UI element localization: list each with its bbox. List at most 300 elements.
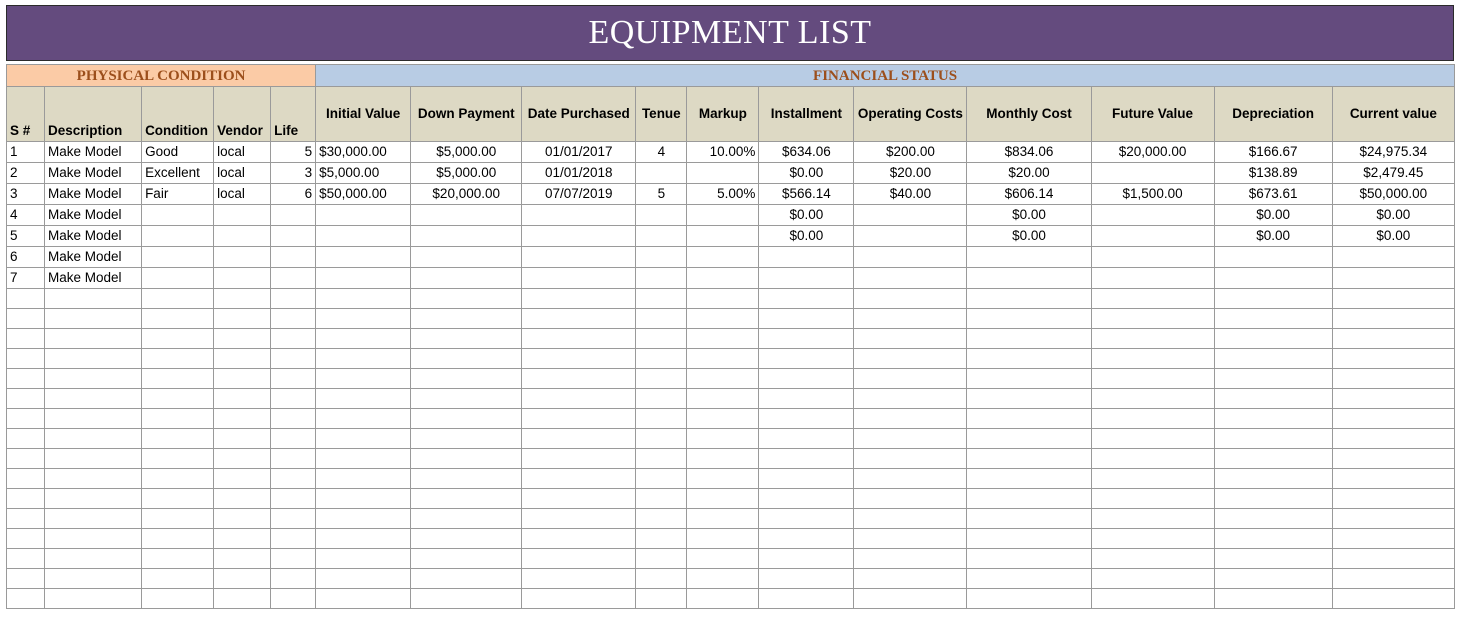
cell-monthly-cost[interactable]: [967, 489, 1091, 509]
cell-current-value[interactable]: [1332, 247, 1454, 268]
cell-future-value[interactable]: [1091, 469, 1214, 489]
cell-condition[interactable]: Good: [142, 142, 214, 163]
cell-installment[interactable]: [759, 429, 854, 449]
cell-date-purchased[interactable]: 01/01/2017: [522, 142, 636, 163]
cell-description[interactable]: Make Model: [45, 247, 142, 268]
cell-installment[interactable]: [759, 589, 854, 609]
cell-monthly-cost[interactable]: [967, 449, 1091, 469]
cell-description[interactable]: Make Model: [45, 226, 142, 247]
cell-current-value[interactable]: $24,975.34: [1332, 142, 1454, 163]
cell-tenue[interactable]: [636, 589, 687, 609]
cell-initial-value[interactable]: [316, 309, 411, 329]
cell-initial-value[interactable]: [316, 509, 411, 529]
cell-condition[interactable]: [142, 349, 214, 369]
cell-initial-value[interactable]: $5,000.00: [316, 163, 411, 184]
cell-date-purchased[interactable]: [522, 409, 636, 429]
cell-life[interactable]: [271, 569, 316, 589]
cell-installment[interactable]: [759, 489, 854, 509]
cell-operating-costs[interactable]: [854, 409, 967, 429]
cell-life[interactable]: [271, 409, 316, 429]
cell-tenue[interactable]: 4: [636, 142, 687, 163]
cell-tenue[interactable]: [636, 509, 687, 529]
cell-monthly-cost[interactable]: [967, 268, 1091, 289]
cell-depreciation[interactable]: [1214, 289, 1332, 309]
cell-current-value[interactable]: [1332, 549, 1454, 569]
cell-current-value[interactable]: $50,000.00: [1332, 184, 1454, 205]
cell-down-payment[interactable]: [411, 449, 522, 469]
cell-future-value[interactable]: [1091, 289, 1214, 309]
cell-condition[interactable]: [142, 226, 214, 247]
cell-installment[interactable]: [759, 289, 854, 309]
cell-initial-value[interactable]: [316, 469, 411, 489]
cell-vendor[interactable]: [214, 309, 271, 329]
cell-sn[interactable]: [7, 389, 45, 409]
cell-vendor[interactable]: [214, 409, 271, 429]
cell-monthly-cost[interactable]: [967, 349, 1091, 369]
cell-down-payment[interactable]: [411, 369, 522, 389]
cell-description[interactable]: [45, 369, 142, 389]
cell-vendor[interactable]: local: [214, 163, 271, 184]
cell-date-purchased[interactable]: [522, 589, 636, 609]
cell-condition[interactable]: [142, 589, 214, 609]
cell-installment[interactable]: [759, 247, 854, 268]
cell-condition[interactable]: Excellent: [142, 163, 214, 184]
cell-depreciation[interactable]: [1214, 549, 1332, 569]
cell-vendor[interactable]: [214, 247, 271, 268]
cell-date-purchased[interactable]: [522, 329, 636, 349]
cell-life[interactable]: [271, 389, 316, 409]
cell-down-payment[interactable]: [411, 429, 522, 449]
cell-operating-costs[interactable]: [854, 469, 967, 489]
cell-markup[interactable]: [687, 163, 759, 184]
cell-current-value[interactable]: [1332, 589, 1454, 609]
cell-current-value[interactable]: [1332, 469, 1454, 489]
cell-description[interactable]: [45, 569, 142, 589]
cell-markup[interactable]: [687, 247, 759, 268]
cell-initial-value[interactable]: [316, 226, 411, 247]
cell-date-purchased[interactable]: [522, 289, 636, 309]
cell-life[interactable]: [271, 268, 316, 289]
cell-tenue[interactable]: [636, 389, 687, 409]
cell-life[interactable]: [271, 589, 316, 609]
cell-depreciation[interactable]: $0.00: [1214, 226, 1332, 247]
cell-condition[interactable]: [142, 449, 214, 469]
cell-description[interactable]: [45, 309, 142, 329]
cell-vendor[interactable]: [214, 329, 271, 349]
cell-down-payment[interactable]: [411, 529, 522, 549]
cell-depreciation[interactable]: [1214, 389, 1332, 409]
cell-down-payment[interactable]: [411, 409, 522, 429]
cell-markup[interactable]: [687, 529, 759, 549]
cell-vendor[interactable]: local: [214, 142, 271, 163]
cell-initial-value[interactable]: [316, 589, 411, 609]
cell-operating-costs[interactable]: [854, 449, 967, 469]
cell-condition[interactable]: [142, 309, 214, 329]
cell-life[interactable]: [271, 349, 316, 369]
cell-down-payment[interactable]: [411, 349, 522, 369]
cell-operating-costs[interactable]: [854, 309, 967, 329]
cell-vendor[interactable]: [214, 469, 271, 489]
cell-depreciation[interactable]: [1214, 589, 1332, 609]
cell-current-value[interactable]: [1332, 389, 1454, 409]
cell-installment[interactable]: $566.14: [759, 184, 854, 205]
cell-tenue[interactable]: [636, 409, 687, 429]
cell-initial-value[interactable]: [316, 409, 411, 429]
cell-depreciation[interactable]: [1214, 369, 1332, 389]
cell-monthly-cost[interactable]: [967, 549, 1091, 569]
cell-markup[interactable]: [687, 549, 759, 569]
cell-condition[interactable]: [142, 205, 214, 226]
cell-operating-costs[interactable]: [854, 226, 967, 247]
cell-installment[interactable]: [759, 509, 854, 529]
cell-initial-value[interactable]: $50,000.00: [316, 184, 411, 205]
cell-sn[interactable]: 6: [7, 247, 45, 268]
cell-tenue[interactable]: [636, 226, 687, 247]
cell-vendor[interactable]: [214, 429, 271, 449]
cell-installment[interactable]: [759, 469, 854, 489]
cell-condition[interactable]: [142, 509, 214, 529]
cell-monthly-cost[interactable]: [967, 329, 1091, 349]
cell-date-purchased[interactable]: [522, 429, 636, 449]
cell-sn[interactable]: 3: [7, 184, 45, 205]
cell-current-value[interactable]: [1332, 529, 1454, 549]
cell-vendor[interactable]: [214, 349, 271, 369]
cell-markup[interactable]: [687, 429, 759, 449]
cell-date-purchased[interactable]: [522, 205, 636, 226]
cell-down-payment[interactable]: [411, 247, 522, 268]
cell-description[interactable]: [45, 429, 142, 449]
cell-vendor[interactable]: [214, 449, 271, 469]
cell-sn[interactable]: [7, 569, 45, 589]
cell-vendor[interactable]: [214, 289, 271, 309]
cell-markup[interactable]: [687, 329, 759, 349]
cell-installment[interactable]: $634.06: [759, 142, 854, 163]
cell-current-value[interactable]: [1332, 409, 1454, 429]
cell-initial-value[interactable]: [316, 529, 411, 549]
cell-life[interactable]: [271, 247, 316, 268]
cell-installment[interactable]: $0.00: [759, 205, 854, 226]
cell-sn[interactable]: [7, 289, 45, 309]
cell-tenue[interactable]: [636, 429, 687, 449]
cell-installment[interactable]: [759, 268, 854, 289]
cell-depreciation[interactable]: [1214, 247, 1332, 268]
cell-future-value[interactable]: [1091, 389, 1214, 409]
cell-description[interactable]: [45, 529, 142, 549]
cell-depreciation[interactable]: [1214, 489, 1332, 509]
cell-condition[interactable]: [142, 289, 214, 309]
cell-date-purchased[interactable]: [522, 309, 636, 329]
cell-description[interactable]: Make Model: [45, 142, 142, 163]
cell-markup[interactable]: [687, 449, 759, 469]
cell-condition[interactable]: [142, 247, 214, 268]
cell-down-payment[interactable]: [411, 389, 522, 409]
cell-condition[interactable]: [142, 469, 214, 489]
cell-installment[interactable]: [759, 369, 854, 389]
cell-initial-value[interactable]: [316, 247, 411, 268]
cell-vendor[interactable]: [214, 205, 271, 226]
cell-future-value[interactable]: $20,000.00: [1091, 142, 1214, 163]
cell-operating-costs[interactable]: [854, 549, 967, 569]
cell-future-value[interactable]: [1091, 409, 1214, 429]
cell-initial-value[interactable]: [316, 389, 411, 409]
cell-tenue[interactable]: [636, 449, 687, 469]
cell-future-value[interactable]: [1091, 449, 1214, 469]
cell-tenue[interactable]: [636, 529, 687, 549]
cell-date-purchased[interactable]: 01/01/2018: [522, 163, 636, 184]
cell-operating-costs[interactable]: $40.00: [854, 184, 967, 205]
cell-tenue[interactable]: [636, 289, 687, 309]
cell-sn[interactable]: 4: [7, 205, 45, 226]
cell-date-purchased[interactable]: [522, 549, 636, 569]
cell-down-payment[interactable]: $5,000.00: [411, 142, 522, 163]
cell-operating-costs[interactable]: $20.00: [854, 163, 967, 184]
cell-operating-costs[interactable]: [854, 205, 967, 226]
cell-sn[interactable]: [7, 409, 45, 429]
cell-vendor[interactable]: [214, 369, 271, 389]
cell-vendor[interactable]: [214, 509, 271, 529]
cell-depreciation[interactable]: $0.00: [1214, 205, 1332, 226]
cell-sn[interactable]: [7, 549, 45, 569]
cell-date-purchased[interactable]: [522, 369, 636, 389]
cell-future-value[interactable]: [1091, 569, 1214, 589]
cell-vendor[interactable]: [214, 268, 271, 289]
cell-description[interactable]: [45, 549, 142, 569]
cell-sn[interactable]: [7, 429, 45, 449]
cell-current-value[interactable]: [1332, 369, 1454, 389]
cell-current-value[interactable]: [1332, 309, 1454, 329]
cell-description[interactable]: [45, 349, 142, 369]
cell-installment[interactable]: [759, 569, 854, 589]
cell-markup[interactable]: [687, 589, 759, 609]
cell-initial-value[interactable]: [316, 329, 411, 349]
cell-tenue[interactable]: [636, 205, 687, 226]
cell-installment[interactable]: [759, 389, 854, 409]
cell-markup[interactable]: [687, 469, 759, 489]
cell-depreciation[interactable]: $138.89: [1214, 163, 1332, 184]
cell-depreciation[interactable]: [1214, 409, 1332, 429]
cell-sn[interactable]: [7, 469, 45, 489]
cell-monthly-cost[interactable]: [967, 369, 1091, 389]
cell-sn[interactable]: 7: [7, 268, 45, 289]
cell-operating-costs[interactable]: [854, 589, 967, 609]
cell-down-payment[interactable]: [411, 205, 522, 226]
cell-sn[interactable]: [7, 349, 45, 369]
cell-future-value[interactable]: $1,500.00: [1091, 184, 1214, 205]
cell-initial-value[interactable]: [316, 489, 411, 509]
cell-future-value[interactable]: [1091, 226, 1214, 247]
cell-monthly-cost[interactable]: [967, 469, 1091, 489]
cell-future-value[interactable]: [1091, 589, 1214, 609]
cell-operating-costs[interactable]: [854, 289, 967, 309]
cell-monthly-cost[interactable]: $0.00: [967, 205, 1091, 226]
cell-depreciation[interactable]: [1214, 309, 1332, 329]
cell-current-value[interactable]: [1332, 268, 1454, 289]
cell-monthly-cost[interactable]: $20.00: [967, 163, 1091, 184]
cell-vendor[interactable]: [214, 226, 271, 247]
cell-current-value[interactable]: [1332, 449, 1454, 469]
cell-sn[interactable]: [7, 509, 45, 529]
cell-sn[interactable]: [7, 489, 45, 509]
cell-down-payment[interactable]: [411, 226, 522, 247]
cell-life[interactable]: [271, 509, 316, 529]
cell-vendor[interactable]: [214, 529, 271, 549]
cell-tenue[interactable]: [636, 309, 687, 329]
cell-depreciation[interactable]: [1214, 529, 1332, 549]
cell-current-value[interactable]: [1332, 509, 1454, 529]
cell-date-purchased[interactable]: [522, 449, 636, 469]
cell-operating-costs[interactable]: $200.00: [854, 142, 967, 163]
cell-markup[interactable]: [687, 349, 759, 369]
cell-initial-value[interactable]: [316, 549, 411, 569]
cell-markup[interactable]: [687, 289, 759, 309]
cell-markup[interactable]: [687, 268, 759, 289]
cell-description[interactable]: Make Model: [45, 184, 142, 205]
cell-tenue[interactable]: [636, 549, 687, 569]
cell-condition[interactable]: [142, 569, 214, 589]
cell-monthly-cost[interactable]: [967, 509, 1091, 529]
cell-description[interactable]: [45, 469, 142, 489]
cell-future-value[interactable]: [1091, 268, 1214, 289]
cell-installment[interactable]: [759, 449, 854, 469]
cell-installment[interactable]: $0.00: [759, 226, 854, 247]
cell-date-purchased[interactable]: [522, 569, 636, 589]
cell-depreciation[interactable]: [1214, 429, 1332, 449]
cell-current-value[interactable]: [1332, 429, 1454, 449]
cell-down-payment[interactable]: [411, 569, 522, 589]
cell-date-purchased[interactable]: [522, 469, 636, 489]
cell-markup[interactable]: [687, 569, 759, 589]
cell-down-payment[interactable]: [411, 589, 522, 609]
cell-life[interactable]: [271, 489, 316, 509]
cell-tenue[interactable]: [636, 163, 687, 184]
cell-depreciation[interactable]: $673.61: [1214, 184, 1332, 205]
cell-initial-value[interactable]: [316, 569, 411, 589]
cell-description[interactable]: [45, 409, 142, 429]
cell-current-value[interactable]: [1332, 289, 1454, 309]
cell-date-purchased[interactable]: [522, 226, 636, 247]
cell-future-value[interactable]: [1091, 549, 1214, 569]
cell-life[interactable]: [271, 369, 316, 389]
cell-tenue[interactable]: [636, 469, 687, 489]
cell-down-payment[interactable]: [411, 268, 522, 289]
cell-condition[interactable]: [142, 329, 214, 349]
cell-future-value[interactable]: [1091, 163, 1214, 184]
cell-initial-value[interactable]: [316, 205, 411, 226]
cell-installment[interactable]: [759, 329, 854, 349]
cell-condition[interactable]: [142, 389, 214, 409]
cell-date-purchased[interactable]: [522, 529, 636, 549]
cell-condition[interactable]: [142, 549, 214, 569]
cell-sn[interactable]: [7, 309, 45, 329]
cell-sn[interactable]: [7, 329, 45, 349]
cell-life[interactable]: [271, 289, 316, 309]
cell-operating-costs[interactable]: [854, 509, 967, 529]
cell-current-value[interactable]: [1332, 329, 1454, 349]
cell-markup[interactable]: [687, 226, 759, 247]
cell-description[interactable]: [45, 509, 142, 529]
cell-description[interactable]: [45, 289, 142, 309]
cell-date-purchased[interactable]: [522, 389, 636, 409]
cell-operating-costs[interactable]: [854, 329, 967, 349]
cell-markup[interactable]: [687, 389, 759, 409]
cell-initial-value[interactable]: [316, 449, 411, 469]
cell-vendor[interactable]: local: [214, 184, 271, 205]
cell-future-value[interactable]: [1091, 329, 1214, 349]
cell-vendor[interactable]: [214, 569, 271, 589]
cell-operating-costs[interactable]: [854, 247, 967, 268]
cell-monthly-cost[interactable]: $834.06: [967, 142, 1091, 163]
cell-future-value[interactable]: [1091, 429, 1214, 449]
cell-life[interactable]: 5: [271, 142, 316, 163]
cell-monthly-cost[interactable]: [967, 289, 1091, 309]
cell-life[interactable]: [271, 205, 316, 226]
cell-tenue[interactable]: [636, 569, 687, 589]
cell-date-purchased[interactable]: [522, 349, 636, 369]
cell-description[interactable]: Make Model: [45, 268, 142, 289]
cell-life[interactable]: [271, 449, 316, 469]
cell-date-purchased[interactable]: [522, 247, 636, 268]
cell-depreciation[interactable]: [1214, 449, 1332, 469]
cell-current-value[interactable]: [1332, 489, 1454, 509]
cell-current-value[interactable]: [1332, 349, 1454, 369]
cell-depreciation[interactable]: [1214, 569, 1332, 589]
cell-monthly-cost[interactable]: [967, 409, 1091, 429]
cell-down-payment[interactable]: [411, 309, 522, 329]
cell-tenue[interactable]: [636, 369, 687, 389]
cell-condition[interactable]: [142, 268, 214, 289]
cell-monthly-cost[interactable]: [967, 589, 1091, 609]
cell-markup[interactable]: [687, 409, 759, 429]
cell-description[interactable]: [45, 589, 142, 609]
cell-future-value[interactable]: [1091, 309, 1214, 329]
cell-life[interactable]: 6: [271, 184, 316, 205]
cell-current-value[interactable]: [1332, 569, 1454, 589]
cell-description[interactable]: Make Model: [45, 205, 142, 226]
cell-monthly-cost[interactable]: $606.14: [967, 184, 1091, 205]
cell-description[interactable]: [45, 389, 142, 409]
cell-tenue[interactable]: [636, 247, 687, 268]
cell-future-value[interactable]: [1091, 489, 1214, 509]
cell-installment[interactable]: [759, 549, 854, 569]
cell-life[interactable]: [271, 226, 316, 247]
cell-markup[interactable]: [687, 489, 759, 509]
cell-operating-costs[interactable]: [854, 268, 967, 289]
cell-markup[interactable]: [687, 309, 759, 329]
cell-life[interactable]: [271, 529, 316, 549]
cell-initial-value[interactable]: [316, 369, 411, 389]
cell-depreciation[interactable]: $166.67: [1214, 142, 1332, 163]
cell-operating-costs[interactable]: [854, 569, 967, 589]
cell-depreciation[interactable]: [1214, 469, 1332, 489]
cell-life[interactable]: [271, 469, 316, 489]
cell-vendor[interactable]: [214, 489, 271, 509]
cell-markup[interactable]: [687, 369, 759, 389]
cell-depreciation[interactable]: [1214, 509, 1332, 529]
cell-installment[interactable]: [759, 409, 854, 429]
cell-down-payment[interactable]: [411, 549, 522, 569]
cell-sn[interactable]: [7, 529, 45, 549]
cell-condition[interactable]: [142, 429, 214, 449]
cell-down-payment[interactable]: $5,000.00: [411, 163, 522, 184]
cell-down-payment[interactable]: [411, 289, 522, 309]
cell-current-value[interactable]: $2,479.45: [1332, 163, 1454, 184]
cell-life[interactable]: [271, 309, 316, 329]
cell-description[interactable]: [45, 489, 142, 509]
cell-description[interactable]: Make Model: [45, 163, 142, 184]
cell-monthly-cost[interactable]: [967, 247, 1091, 268]
cell-monthly-cost[interactable]: [967, 429, 1091, 449]
cell-life[interactable]: [271, 329, 316, 349]
